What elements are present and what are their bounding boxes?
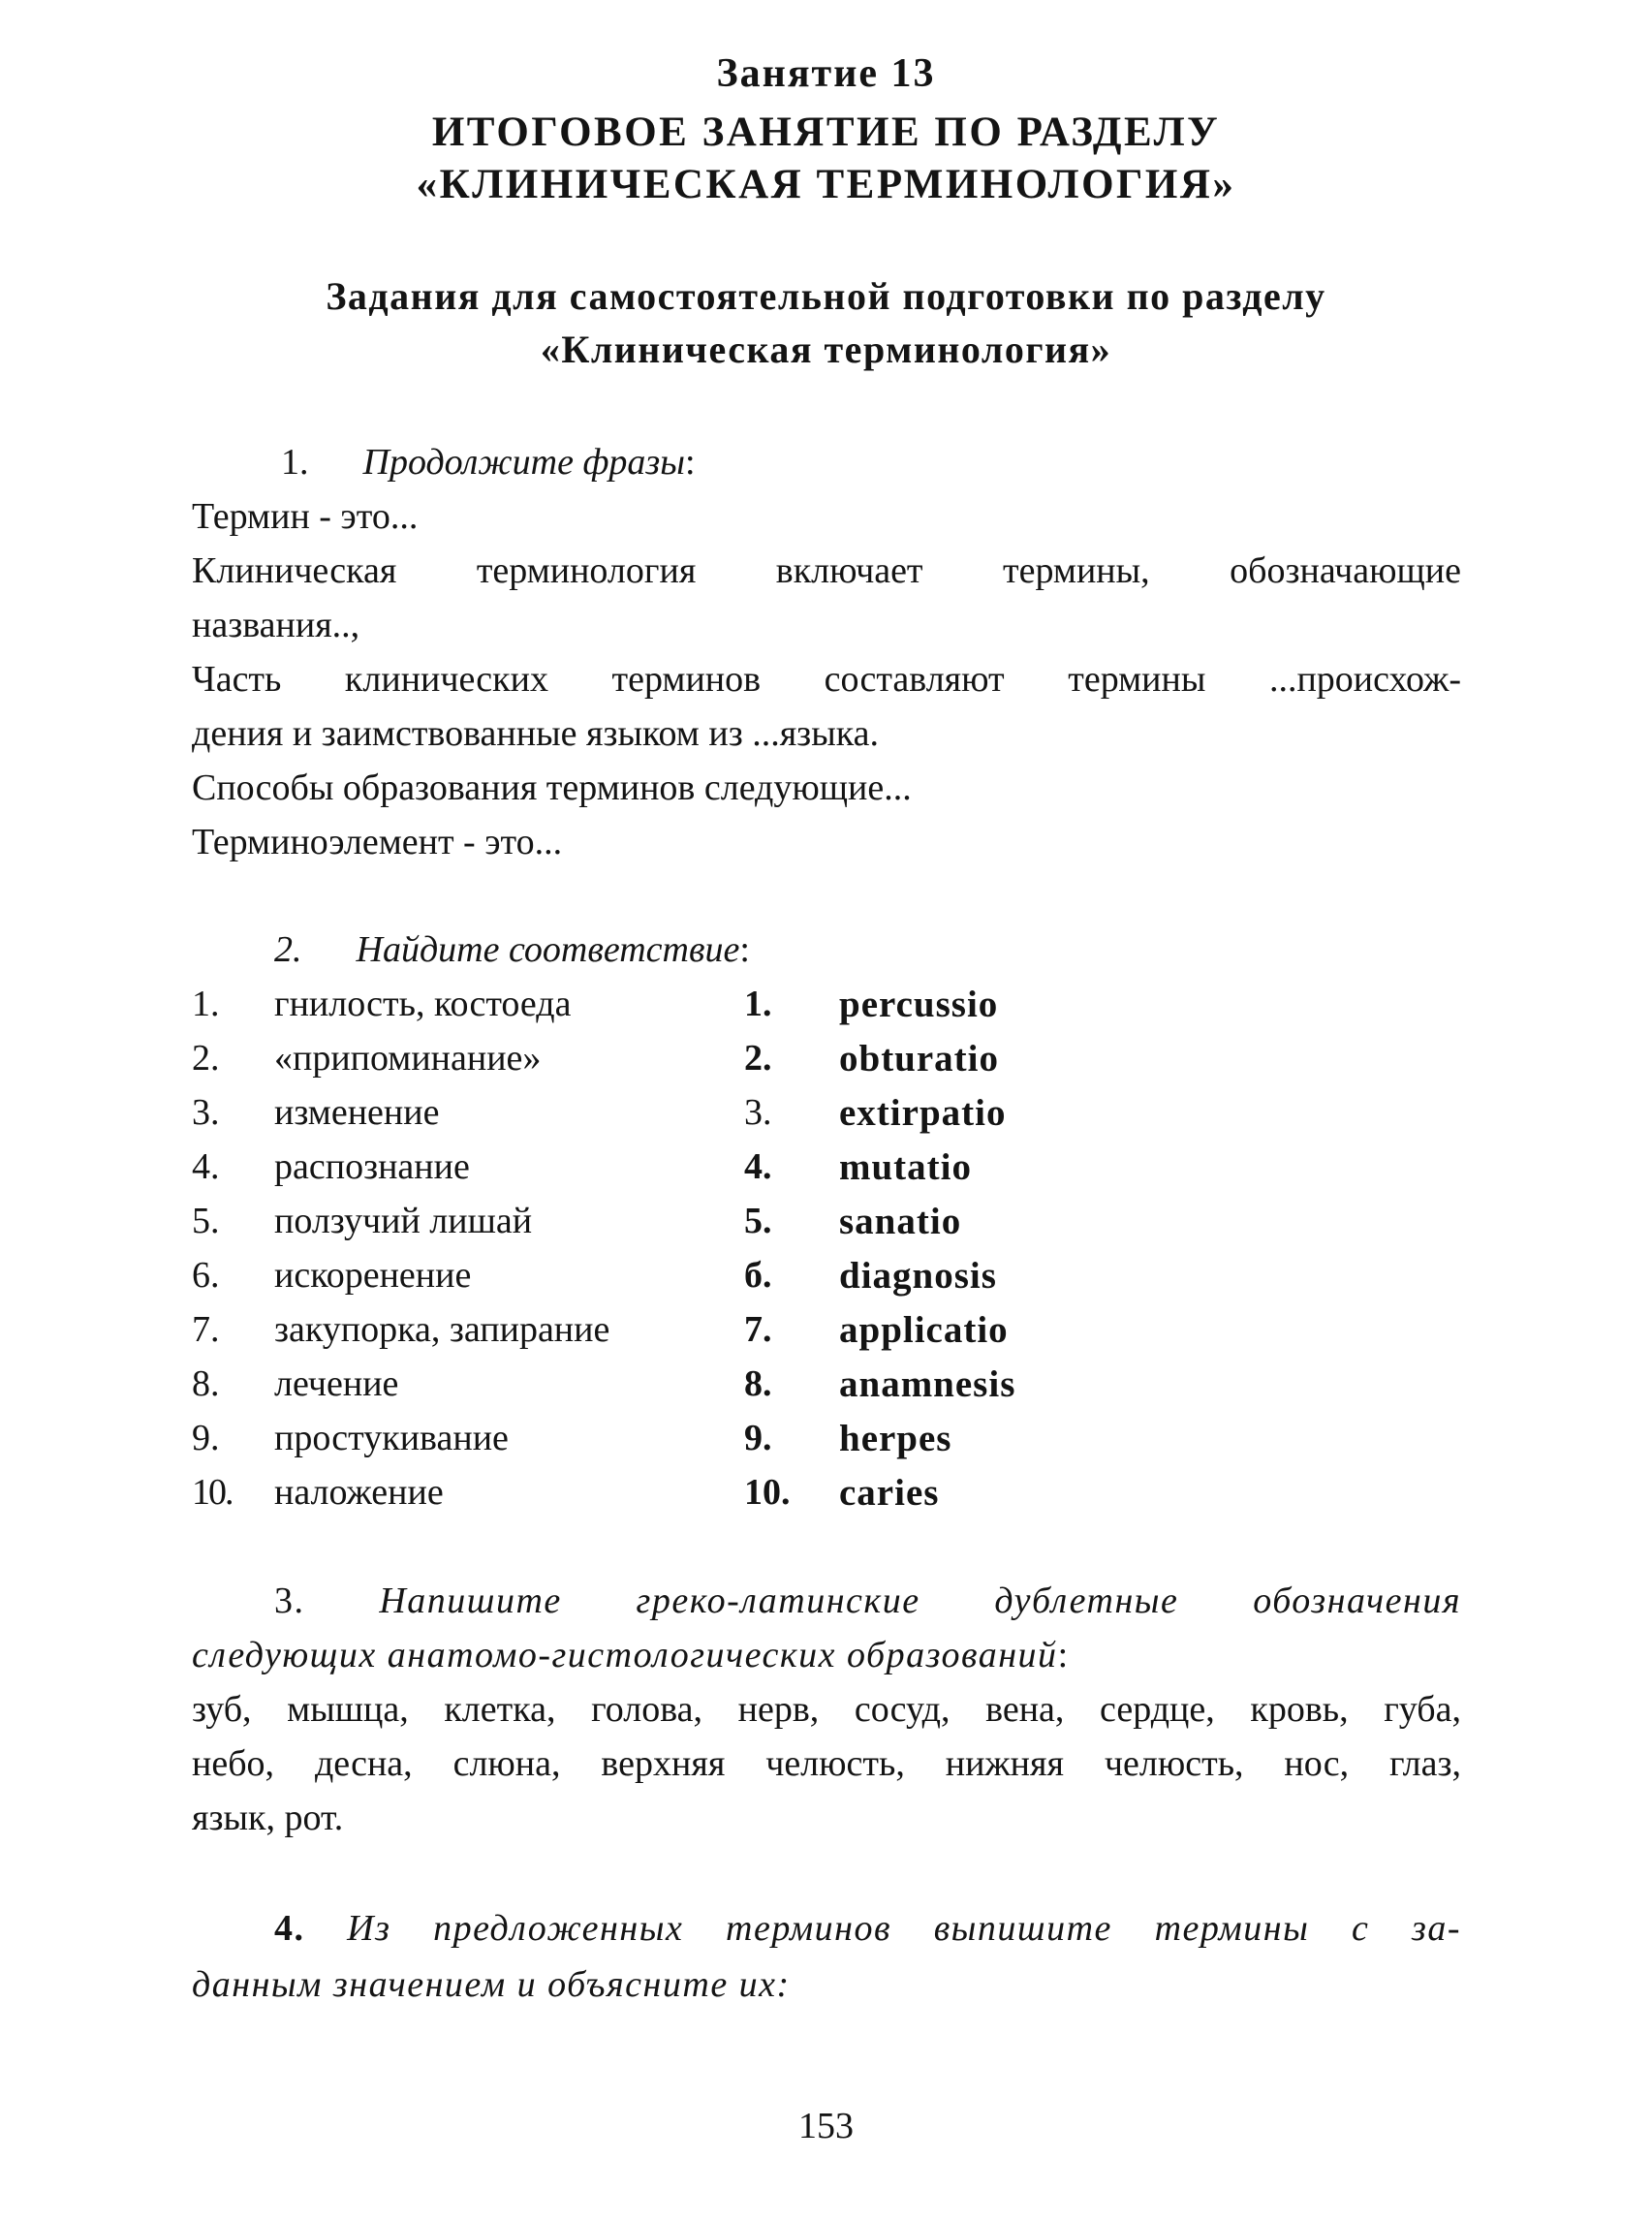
lesson-title-line2: «КЛИНИЧЕСКАЯ ТЕРМИНОЛОГИЯ»: [416, 162, 1236, 207]
match-right-number: 5.: [744, 1201, 772, 1241]
match-left-term: лечение: [274, 1363, 399, 1404]
task4-heading-text: Из предложенных терминов выпишите термины с за-: [347, 1908, 1462, 1949]
task1-line: Терминоэлемент - это...: [192, 822, 563, 862]
task2-heading-text: Найдите соответствие: [356, 929, 740, 970]
section-subtitle-line2: «Клиническая терминология»: [540, 328, 1112, 371]
match-left-term: «припоминание»: [274, 1038, 542, 1079]
match-right-number: 4.: [744, 1146, 772, 1187]
match-left-term: искоренение: [274, 1255, 472, 1296]
match-right-number: 8.: [744, 1363, 772, 1404]
match-right-number: 7.: [744, 1309, 772, 1350]
match-right-number: 10.: [744, 1472, 791, 1513]
task1-heading: [281, 441, 696, 484]
task3-colon: :: [1057, 1635, 1070, 1675]
match-right-term: extirpatio: [839, 1092, 1007, 1134]
task1-line: Способы образования терминов следующие...: [192, 767, 912, 808]
task3-line: небо, десна, слюна, верхняя челюсть, нижняя челюсть, нос, глаз,: [192, 1743, 1461, 1784]
task3-heading-line1: [274, 1580, 1461, 1622]
match-right-term: anamnesis: [839, 1363, 1016, 1405]
match-left-term: наложение: [274, 1472, 444, 1513]
match-right-term: caries: [839, 1472, 940, 1514]
section-subtitle-line1: Задания для самостоятельной подготовки по разделу: [326, 274, 1326, 318]
match-right-number: 9.: [744, 1418, 772, 1458]
match-left-number: 5.: [192, 1201, 220, 1241]
task3-line: язык, рот.: [192, 1798, 344, 1838]
task1-number: 1.: [281, 442, 309, 483]
task1-line: дения и заимствованные языком из ...языка.: [192, 713, 879, 754]
match-right-term: diagnosis: [839, 1255, 997, 1297]
match-right-number: 1.: [744, 984, 772, 1024]
match-left-number: 10.: [192, 1472, 233, 1513]
match-left-term: изменение: [274, 1092, 440, 1133]
task2-number: 2.: [274, 929, 302, 970]
lesson-title-line1: ИТОГОВОЕ ЗАНЯТИЕ ПО РАЗДЕЛУ: [431, 110, 1221, 155]
match-left-number: 2.: [192, 1038, 220, 1079]
task3-heading-line2: [192, 1634, 1070, 1676]
task2-colon: :: [739, 929, 750, 970]
page-number: 153: [798, 2106, 854, 2146]
match-left-term: простукивание: [274, 1418, 509, 1458]
lesson-number: Занятие 13: [716, 51, 936, 96]
match-right-term: applicatio: [839, 1309, 1009, 1351]
match-left-number: 4.: [192, 1146, 220, 1187]
match-right-term: percussio: [839, 984, 999, 1025]
match-right-term: herpes: [839, 1418, 952, 1459]
match-left-number: 7.: [192, 1309, 220, 1350]
match-left-number: 8.: [192, 1363, 220, 1404]
task1-line: Часть клинических терминов составляют термины ...происхож-: [192, 659, 1461, 700]
match-left-term: ползучий лишай: [274, 1201, 533, 1241]
task3-number: 3.: [274, 1580, 305, 1621]
task1-line: Клиническая терминология включает термины, обозначающие: [192, 550, 1461, 591]
match-left-number: 1.: [192, 984, 220, 1024]
task2-heading: [274, 928, 750, 971]
task3-heading-text: Напишите греко-латинские дублетные обозначения: [379, 1580, 1461, 1621]
match-left-number: 3.: [192, 1092, 220, 1133]
match-left-number: 6.: [192, 1255, 220, 1296]
task1-heading-text: Продолжите фразы: [362, 442, 685, 483]
task3-heading-text-2: следующих анатомо-гистологических образований: [192, 1635, 1058, 1675]
match-right-term: mutatio: [839, 1146, 972, 1188]
match-right-number: 2.: [744, 1038, 772, 1079]
match-right-term: sanatio: [839, 1201, 962, 1242]
match-left-term: закупорка, запирание: [274, 1309, 610, 1350]
task3-line: зуб, мышца, клетка, голова, нерв, сосуд, вена, сердце, кровь, губа,: [192, 1689, 1461, 1730]
match-left-term: распознание: [274, 1146, 470, 1187]
match-right-number: б.: [744, 1255, 772, 1296]
task4-number: 4.: [274, 1908, 305, 1949]
task1-colon: :: [684, 442, 696, 483]
task4-heading-line2: данным значением и объясните их:: [192, 1964, 791, 2005]
match-right-term: obturatio: [839, 1038, 999, 1080]
task1-line: Термин - это...: [192, 496, 419, 537]
match-left-number: 9.: [192, 1418, 220, 1458]
match-left-term: гнилость, костоеда: [274, 984, 572, 1024]
match-right-number: 3.: [744, 1092, 772, 1133]
task1-line: названия..,: [192, 605, 360, 645]
task4-heading-line1: [274, 1907, 1461, 1950]
